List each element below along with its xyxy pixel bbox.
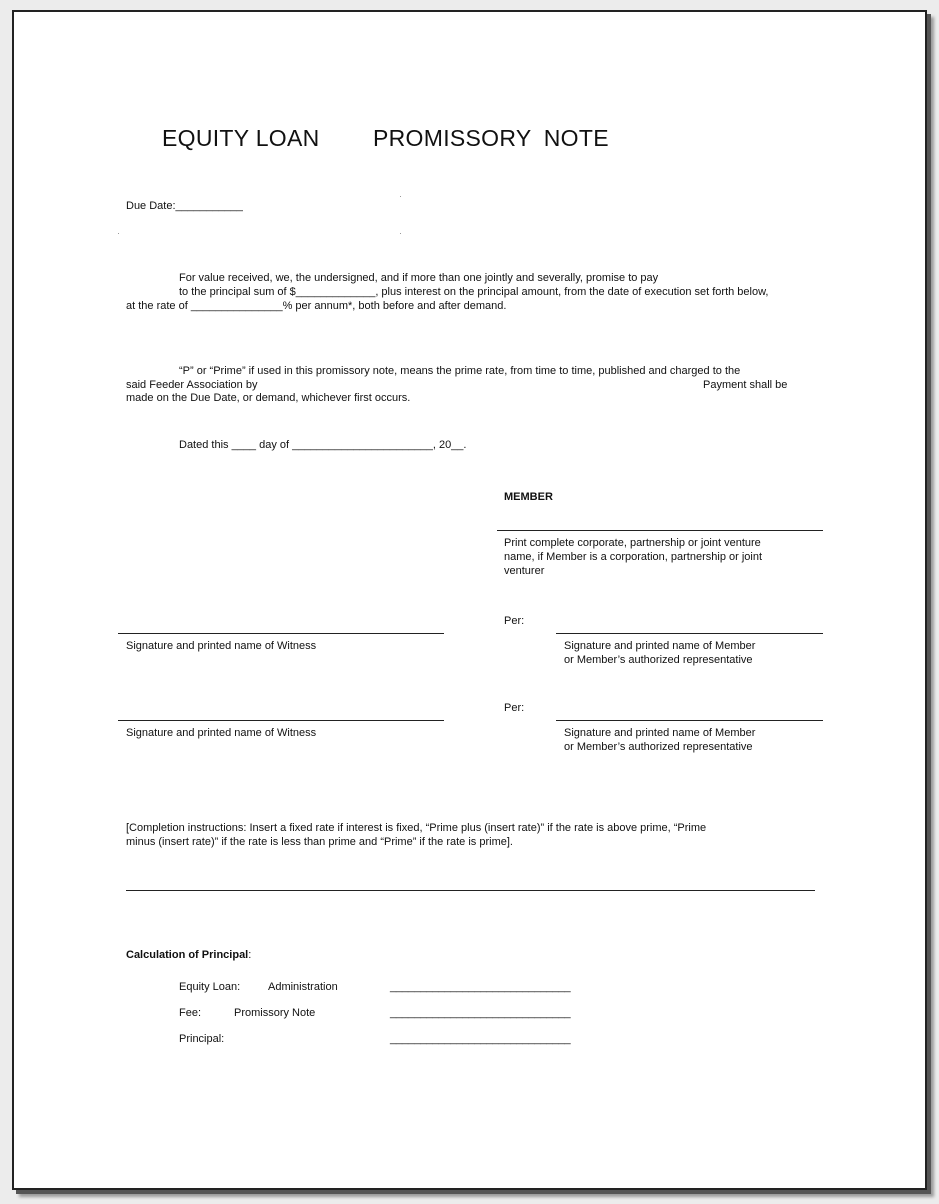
member-sig-label-1b: or Member’s authorized representative [564,654,753,666]
para2-line2b: Payment shall be [703,379,788,391]
calc-row-item-1: Administration [268,981,338,993]
title-equity-loan: EQUITY LOAN [162,125,320,151]
para2-line1: “P” or “Prime” if used in this promissory note, means the prime rate, from time to time, published and charged to the [179,365,741,377]
witness-label-2: Signature and printed name of Witness [126,727,317,739]
member-sig-label-2b: or Member’s authorized representative [564,741,753,753]
instructions-line-1: [Completion instructions: Insert a fixed rate if interest is fixed, “Prime plus (insert rate)” if the rate is above prime, “Prime [126,822,707,834]
member-sig-label-2a: Signature and printed name of Member [564,727,756,739]
calc-row-label-2: Fee: [179,1007,202,1019]
para1-line1: For value received, we, the undersigned, and if more than one jointly and severally, promise to pay [179,272,659,284]
calc-row-label-3: Principal: [179,1033,225,1045]
instructions-line-2: minus (insert rate)” if the rate is less than prime and “Prime” if the rate is prime]. [126,836,513,848]
document-page [12,10,927,1190]
section-divider [126,890,815,891]
per-label-1: Per: [504,615,525,627]
per-label-2: Per: [504,702,525,714]
member-signature-line-2 [556,720,823,721]
member-caption-3: venturer [504,565,545,577]
calculation-heading-text: Calculation of Principal [126,949,249,961]
member-heading: MEMBER [504,491,553,503]
calculation-heading [126,948,251,962]
para2-line2a: said Feeder Association by [126,379,258,391]
member-sig-label-1a: Signature and printed name of Member [564,640,756,652]
witness-label-1: Signature and printed name of Witness [126,640,317,652]
calc-row-blank-3: ______________________________ [390,1033,571,1045]
witness-signature-line-2 [118,720,444,721]
calc-row-blank-1: ______________________________ [390,981,571,993]
calc-row-label-1: Equity Loan: [179,981,241,993]
para1-line2: to the principal sum of $_____________, plus interest on the principal amount, from the date of execution set forth below, [179,286,769,298]
member-caption-1: Print complete corporate, partnership or joint venture [504,537,761,549]
calc-row-blank-2: ______________________________ [390,1007,571,1019]
scan-speck [400,233,401,234]
para2-line3: made on the Due Date, or demand, whichever first occurs. [126,392,411,404]
scan-speck [118,233,119,234]
calculation-heading-colon: : [248,949,252,961]
witness-signature-line-1 [118,633,444,634]
scan-speck [400,196,401,197]
member-signature-line-1 [556,633,823,634]
member-name-line [497,530,823,531]
title-promissory-note: PROMISSORY NOTE [373,125,609,151]
calc-row-item-2: Promissory Note [234,1007,316,1019]
due-date-field: Due Date:___________ [126,200,243,212]
dated-line: Dated this ____ day of _______________________, 20__. [179,439,467,451]
para1-line3: at the rate of _______________% per annum*, both before and after demand. [126,300,507,312]
member-caption-2: name, if Member is a corporation, partnership or joint [504,551,763,563]
